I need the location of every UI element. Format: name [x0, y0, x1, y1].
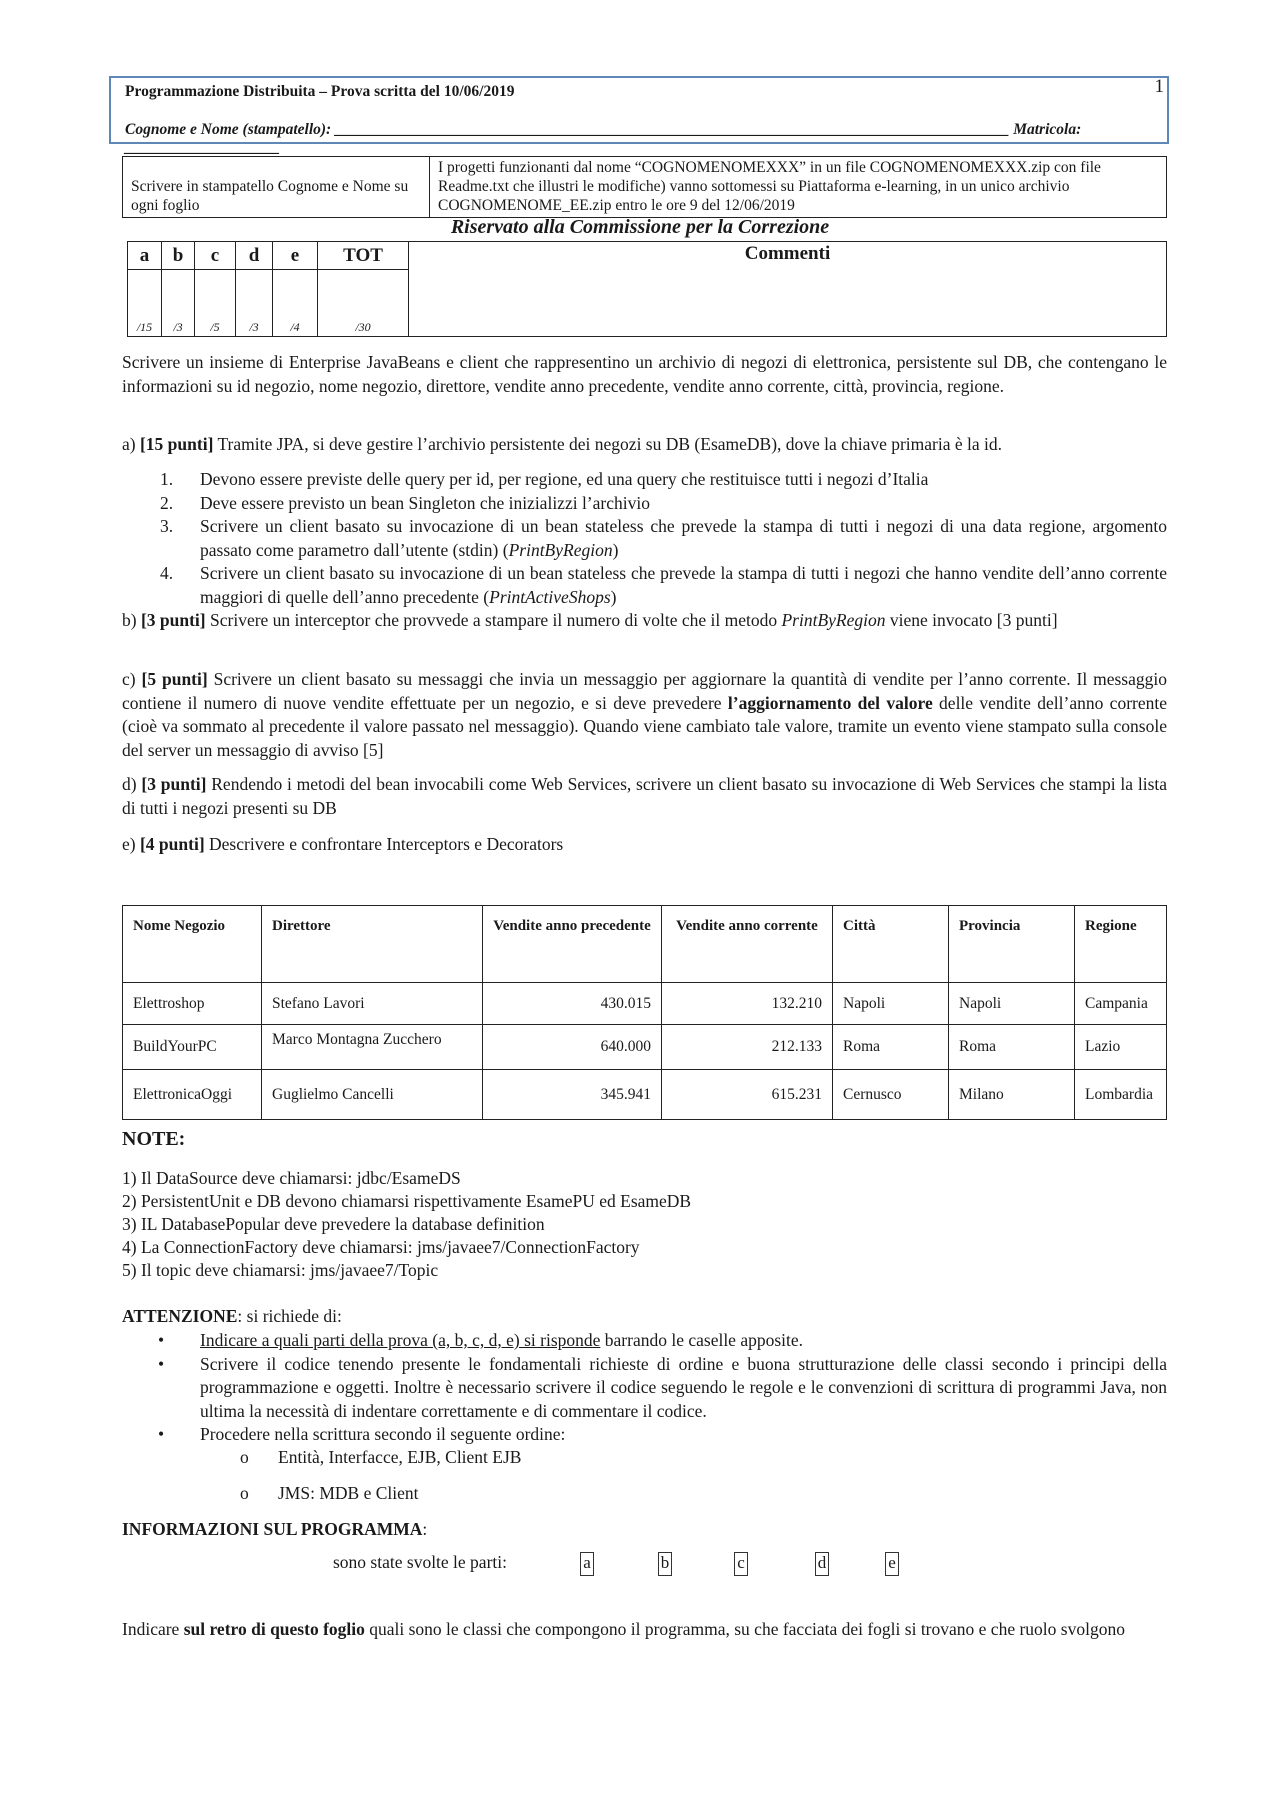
footer-bold: sul retro di questo foglio	[183, 1619, 365, 1639]
part-b-italic: PrintByRegion	[781, 610, 886, 630]
exam-title: Programmazione Distribuita – Prova scritta del 10/06/2019	[125, 83, 515, 100]
column-header: Provincia	[949, 906, 1075, 983]
attenzione-label: ATTENZIONE	[122, 1306, 238, 1326]
part-b-text-end: viene invocato [3 punti]	[885, 610, 1058, 630]
score-header-a: a	[128, 242, 162, 270]
bullet-item	[122, 1329, 1167, 1353]
part-d	[122, 773, 1167, 820]
circle-bullet-icon: o	[240, 1483, 249, 1503]
bullet-icon: •	[158, 1353, 165, 1374]
part-a-prefix: a)	[122, 434, 140, 454]
table-cell: Roma	[949, 1025, 1075, 1070]
sub-item	[200, 1447, 521, 1468]
instructions-left: Scrivere in stampatello Cognome e Nome su ogni foglio	[123, 157, 430, 218]
bullet-icon: •	[158, 1424, 165, 1444]
part-b	[122, 609, 1167, 633]
notes-list	[122, 1167, 691, 1282]
list-item	[122, 468, 1167, 492]
list-item-text: Scrivere un client basato su invocazione di un bean stateless che prevede la stampa di tutti i negozi che hanno vendite dell’anno corrente maggiori di quelle dell’anno precedente (	[200, 563, 1167, 607]
attenzione-text: : si richiede di:	[237, 1306, 342, 1326]
score-table	[127, 241, 1167, 337]
part-b-text: Scrivere un interceptor che provvede a stampare il numero di volte che il metodo	[205, 610, 782, 630]
table-cell: Napoli	[833, 983, 949, 1025]
table-cell: Cernusco	[833, 1070, 949, 1120]
parts-label: sono state svolte le parti:	[333, 1552, 507, 1572]
list-item	[122, 562, 1167, 609]
table-cell: 430.015	[483, 983, 662, 1025]
part-e-prefix: e)	[122, 834, 140, 854]
score-header-e: e	[273, 242, 318, 270]
table-cell: Milano	[949, 1070, 1075, 1120]
shops-table	[122, 905, 1167, 1120]
part-b-prefix: b)	[122, 610, 141, 630]
part-checkbox-e[interactable]: e	[885, 1552, 899, 1576]
table-cell: 132.210	[662, 983, 833, 1025]
score-header-c: c	[195, 242, 236, 270]
part-d-text: Rendendo i metodi del bean invocabili come Web Services, scrivere un client basato su invocazione di Web Services che stampi la lista di tutti i negozi presenti su DB	[122, 774, 1168, 818]
sub-item-text: JMS: MDB e Client	[278, 1483, 419, 1503]
list-item-number: 2.	[160, 492, 174, 513]
part-c	[122, 668, 1167, 762]
column-header: Regione	[1075, 906, 1167, 983]
table-row	[123, 983, 1167, 1025]
score-max-tot: /30	[318, 270, 409, 337]
column-header: Direttore	[262, 906, 483, 983]
list-item-suffix: )	[610, 586, 617, 607]
name-line: Cognome e Nome (stampatello): _______________________________________________________________________________________ Matricola: ____________________	[125, 121, 1082, 156]
sub-item	[200, 1483, 419, 1504]
table-row	[123, 1025, 1167, 1070]
part-c-bold: l’aggiornamento del valore	[727, 692, 933, 713]
note-item: 1) Il DataSource deve chiamarsi: jdbc/EsameDS	[122, 1168, 461, 1188]
part-checkbox-b[interactable]: b	[658, 1552, 672, 1576]
attenzione	[122, 1305, 1167, 1329]
part-checkbox-c[interactable]: c	[734, 1552, 748, 1576]
column-header: Vendite anno precedente	[483, 906, 662, 983]
table-cell: 345.941	[483, 1070, 662, 1120]
header-box	[109, 76, 1169, 156]
part-c-prefix: c)	[122, 669, 142, 689]
part-checkbox-d[interactable]: d	[815, 1552, 829, 1576]
score-max-d: /3	[236, 270, 273, 337]
list-item-suffix: )	[612, 539, 619, 560]
part-a-text: Tramite JPA, si deve gestire l’archivio persistente dei negozi su DB (EsameDB), dove la chiave primaria è la id.	[213, 434, 1003, 454]
table-cell: Lombardia	[1075, 1070, 1167, 1120]
list-item	[122, 492, 1167, 516]
part-a	[122, 433, 1167, 457]
note-item: 5) Il topic deve chiamarsi: jms/javaee7/Topic	[122, 1260, 439, 1280]
table-cell: Napoli	[949, 983, 1075, 1025]
score-max-c: /5	[195, 270, 236, 337]
part-a-list	[122, 468, 1167, 609]
table-cell: 640.000	[483, 1025, 662, 1070]
column-header: Vendite anno corrente	[662, 906, 833, 983]
column-header: Città	[833, 906, 949, 983]
part-c-text: Scrivere un client basato su messaggi che invia un messaggio per aggiornare la quantità di vendite per l’anno corrente. Il messaggio contiene il numero di nuove vendite effettuate per un negozio, e si deve prevedere	[122, 669, 1167, 713]
table-row	[123, 1070, 1167, 1120]
list-item-number: 3.	[160, 516, 174, 536]
list-item-italic: PrintByRegion	[508, 539, 613, 560]
score-max-a: /15	[128, 270, 162, 337]
list-item	[122, 515, 1167, 562]
bullet-text: Procedere nella scrittura secondo il seguente ordine:	[200, 1424, 566, 1444]
table-cell: 212.133	[662, 1025, 833, 1070]
table-cell: Lazio	[1075, 1025, 1167, 1070]
page-number: 1	[1154, 76, 1164, 97]
score-header-d: d	[236, 242, 273, 270]
table-cell: Campania	[1075, 983, 1167, 1025]
footer-paragraph	[122, 1618, 1167, 1642]
score-max-e: /4	[273, 270, 318, 337]
bullet-underlined: Indicare a quali parti della prova (a, b, c, d, e) si risponde	[200, 1330, 601, 1350]
list-item-text: Deve essere previsto un bean Singleton che inizializzi l’archivio	[200, 492, 650, 513]
table-cell: Stefano Lavori	[262, 983, 483, 1025]
program-info-heading: INFORMAZIONI SUL PROGRAMMA	[122, 1519, 423, 1539]
bullet-text: barrando le caselle apposite.	[600, 1330, 804, 1350]
list-item-italic: PrintActiveShops	[489, 586, 611, 607]
note-item: 2) PersistentUnit e DB devono chiamarsi rispettivamente EsamePU ed EsameDB	[122, 1191, 692, 1211]
part-d-prefix: d)	[122, 774, 142, 794]
part-a-points: [15 punti]	[139, 434, 214, 454]
score-header-tot: TOT	[318, 242, 409, 270]
note-item: 4) La ConnectionFactory deve chiamarsi: jms/javaee7/ConnectionFactory	[122, 1237, 640, 1257]
table-cell: Guglielmo Cancelli	[262, 1070, 483, 1120]
program-info-title	[122, 1518, 1167, 1542]
part-b-points: [3 punti]	[140, 610, 206, 630]
column-header: Nome Negozio	[123, 906, 262, 983]
note-heading: NOTE:	[122, 1128, 186, 1150]
attenzione-bullets	[122, 1329, 1167, 1447]
sub-item-text: Entità, Interfacce, EJB, Client EJB	[278, 1447, 522, 1467]
bullet-text: Scrivere il codice tenendo presente le fondamentali richieste di ordine e buona strutturazione delle classi secondo i principi della programmazione e oggetti. Inoltre è necessario scrivere il codice seguendo le regole e le convenzioni di scrittura di programmi Java, non ultima la necessità di indentare correttamente e di commentare il codice.	[200, 1353, 1167, 1421]
program-info-colon: :	[422, 1519, 428, 1539]
list-item-number: 1.	[160, 469, 174, 489]
table-cell: Roma	[833, 1025, 949, 1070]
table-header-row	[123, 906, 1167, 983]
table-cell: 615.231	[662, 1070, 833, 1120]
table-cell: Elettroshop	[123, 983, 262, 1025]
bullet-item	[122, 1353, 1167, 1424]
list-item-text: Scrivere un client basato su invocazione di un bean stateless che prevede la stampa di tutti i negozi di una data regione, argomento passato come parametro dall’utente (stdin) (	[200, 516, 1167, 560]
score-max-b: /3	[162, 270, 195, 337]
part-c-text-end: delle vendite dell’anno corrente (cioè va sommato al precedente il valore passato nel messaggio). Quando viene cambiato tale valore, tramite un evento viene stampato sulla console del server un messaggio di avviso [5]	[122, 692, 1167, 760]
riservato-heading: Riservato alla Commissione per la Correzione	[450, 216, 830, 238]
intro-paragraph: Scrivere un insieme di Enterprise JavaBeans e client che rappresentino un archivio di negozi di elettronica, persistente sul DB, che contengano le informazioni su id negozio, nome negozio, direttore, vendite anno precedente, vendite anno corrente, città, provincia, regione.	[122, 352, 1167, 396]
bullet-item	[122, 1423, 1167, 1447]
part-c-points: [5 punti]	[141, 669, 208, 689]
list-item-text: Devono essere previste delle query per id, per regione, ed una query che restituisce tutti i negozi d’Italia	[200, 469, 929, 489]
list-item-number: 4.	[160, 563, 174, 583]
instructions-table	[122, 156, 1167, 218]
table-cell: ElettronicaOggi	[123, 1070, 262, 1120]
instructions-right: I progetti funzionanti dal nome “COGNOMENOMEXXX” in un file COGNOMENOMEXXX.zip con file Readme.txt che illustri le modifiche) vanno sottomessi su Piattaforma e-learning, in un unico archivio COGNOMENOME_EE.zip entro le ore 9 del 12/06/2019	[430, 157, 1167, 218]
footer-prefix: Indicare	[122, 1619, 184, 1639]
score-header-b: b	[162, 242, 195, 270]
part-e-points: [4 punti]	[139, 834, 205, 854]
part-e-text: Descrivere e confrontare Interceptors e Decorators	[204, 834, 564, 854]
part-e	[122, 833, 1167, 857]
part-checkbox-a[interactable]: a	[580, 1552, 594, 1576]
note-item: 3) IL DatabasePopular deve prevedere la database definition	[122, 1214, 545, 1234]
bullet-icon: •	[158, 1330, 165, 1350]
footer-text: quali sono le classi che compongono il programma, su che facciata dei fogli si trovano e che ruolo svolgono	[364, 1619, 1125, 1639]
part-d-points: [3 punti]	[141, 774, 207, 794]
table-cell: Marco Montagna Zucchero	[262, 1025, 483, 1070]
score-header-commenti: Commenti	[409, 242, 1167, 337]
table-cell: BuildYourPC	[123, 1025, 262, 1070]
circle-bullet-icon: o	[240, 1447, 249, 1467]
